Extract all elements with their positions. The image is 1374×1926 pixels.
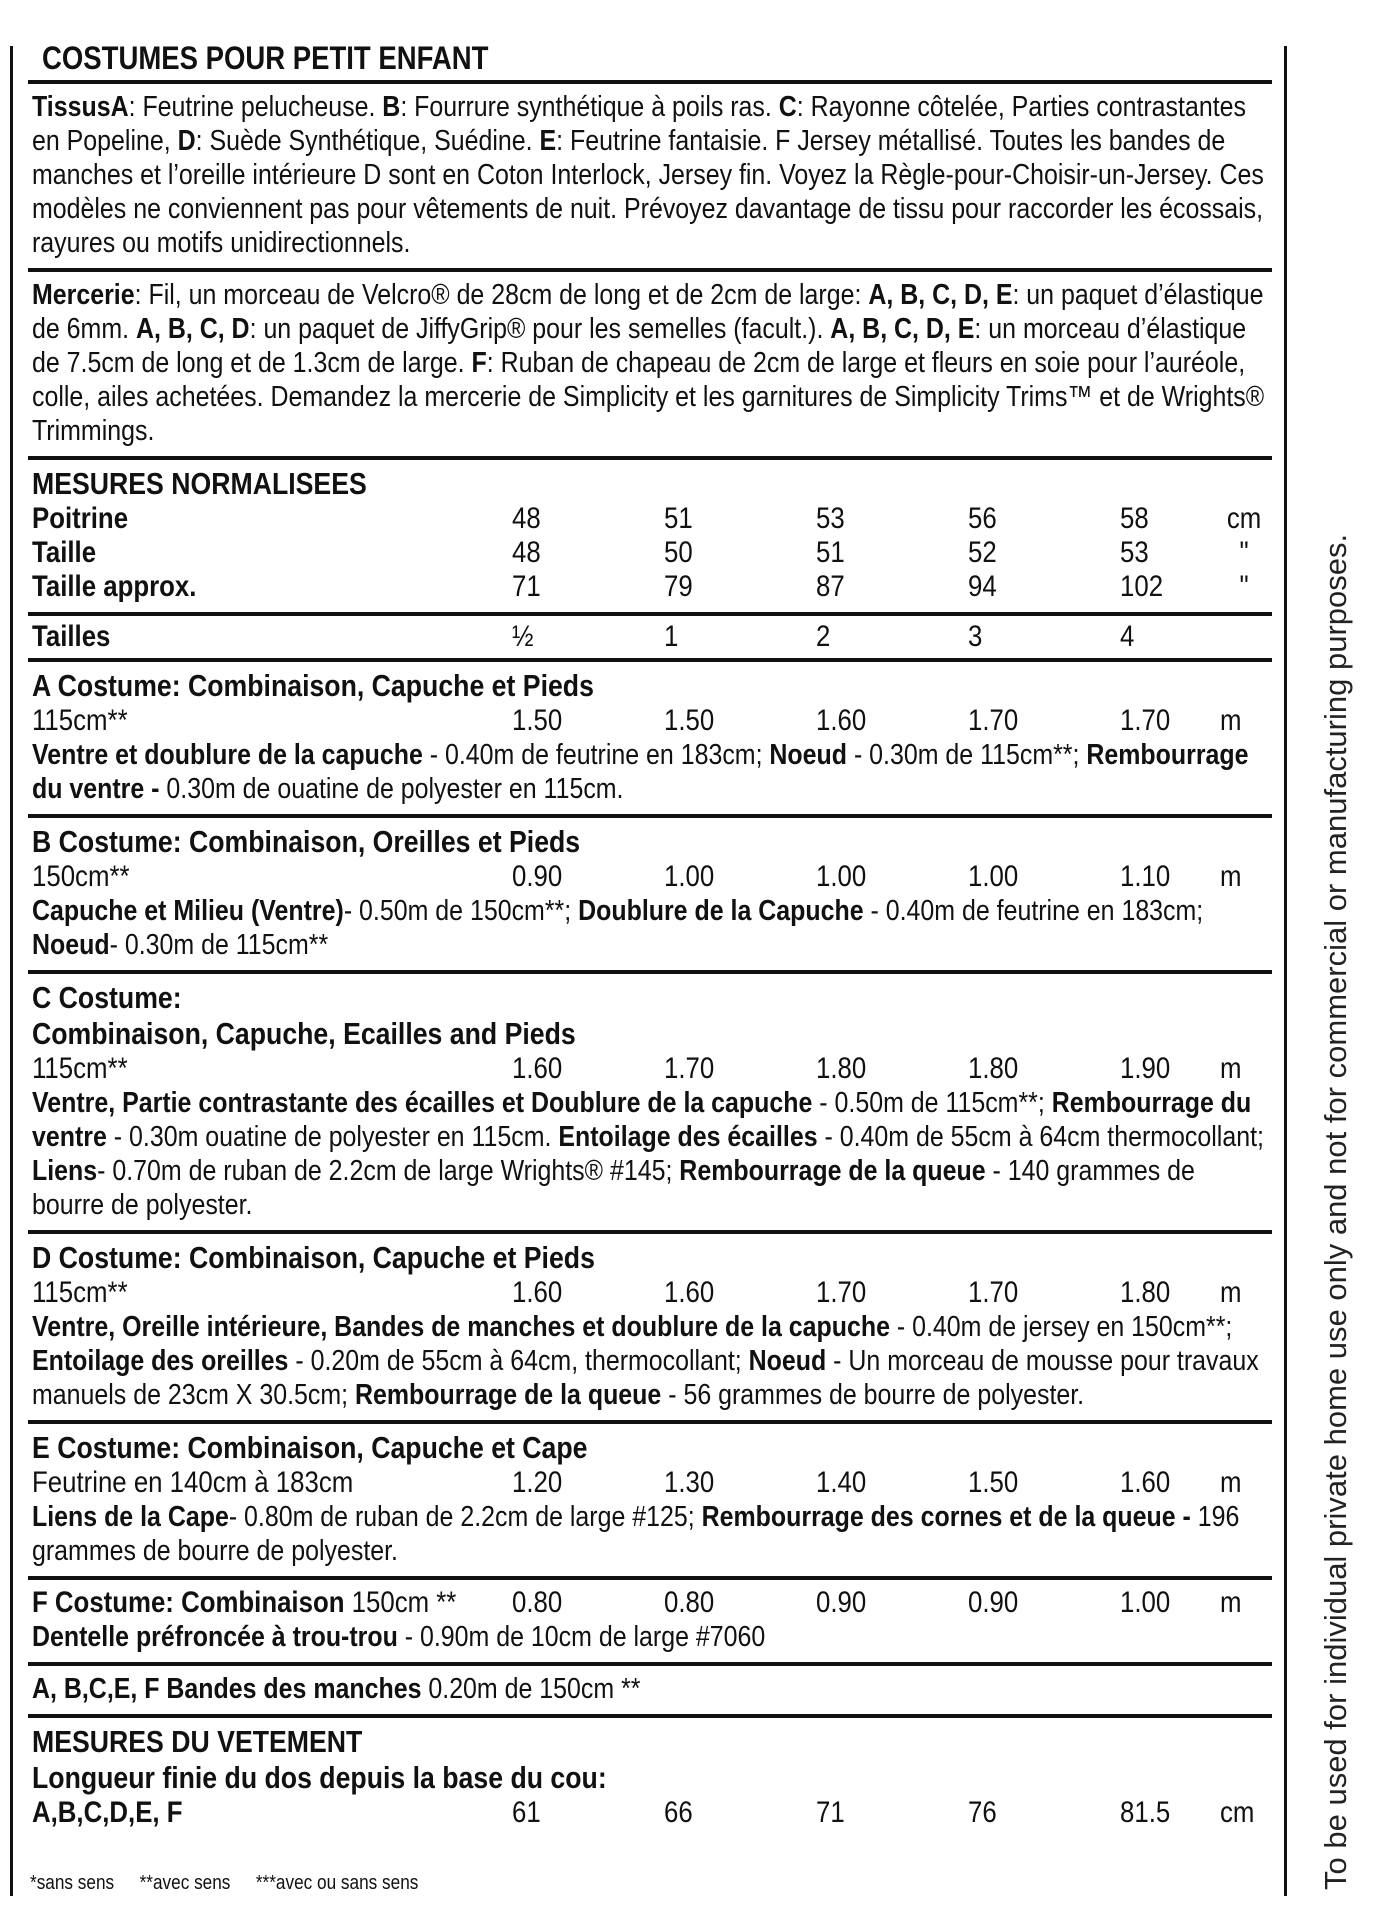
unit: "	[1239, 570, 1249, 603]
tailles-section	[28, 616, 1272, 662]
yardage-value: 1.80	[816, 1052, 867, 1085]
yardage-value: 1.00	[1120, 1586, 1171, 1619]
note-text: - 0.30m de 115cm**	[109, 929, 329, 961]
unit: m	[1220, 1276, 1242, 1309]
note-text: - 0.70m de ruban de 2.2cm de large Wrights® #145;	[97, 1155, 680, 1187]
measurement-value: 52	[968, 536, 997, 569]
length-value: 76	[968, 1796, 997, 1829]
yardage-value: 1.80	[968, 1052, 1019, 1085]
tissus-bold: A	[110, 91, 129, 123]
tissus-label: Tissus	[32, 91, 111, 123]
mesures-vetement-row	[32, 1796, 1268, 1830]
length-value: 66	[664, 1796, 693, 1829]
yardage-value: 1.60	[1120, 1466, 1171, 1499]
note-bold: Ventre, Partie contrastante des écailles et Doublure de la capuche	[32, 1087, 813, 1119]
fabric-width: 115cm**	[32, 704, 128, 737]
costume-notes	[32, 738, 1265, 806]
size-value: 1	[664, 620, 679, 653]
yardage-value: 1.00	[816, 860, 867, 893]
costume-heading: B Costume: Combinaison, Oreilles et Pieds	[32, 824, 581, 859]
size-value: 3	[968, 620, 983, 653]
costume-notes	[32, 1310, 1265, 1412]
fabric-width: 150cm**	[32, 860, 130, 893]
tissus-bold: C	[778, 91, 797, 123]
unit: "	[1239, 536, 1249, 569]
yardage-value: 1.10	[1120, 860, 1171, 893]
bandes-text: A, B,C,E, F Bandes des manches 0.20m de 150cm **	[32, 1673, 641, 1705]
unit: m	[1220, 1052, 1242, 1085]
measurement-label: Poitrine	[32, 502, 129, 535]
measurement-value: 53	[816, 502, 845, 535]
tailles-label: Tailles	[32, 620, 111, 653]
measurement-value: 58	[1120, 502, 1149, 535]
note-text: 196 grammes de bourre de polyester.	[32, 1501, 1240, 1567]
page-title: COSTUMES POUR PETIT ENFANT	[42, 40, 489, 76]
yardage-value: 0.80	[664, 1586, 715, 1619]
yardage-row	[32, 1052, 1268, 1086]
footnotes	[30, 1872, 439, 1895]
mesures-normalisees-section	[28, 460, 1272, 616]
note-bold: Entoilage des écailles	[558, 1121, 818, 1153]
measurement-value: 102	[1120, 570, 1164, 603]
tissus-text-run: : Feutrine fantaisie. F Jersey métallisé. Toutes les bandes de manches et l’oreille intérieure D sont en Coton Interlock, Jersey fin. Voyez la Règle-pour-Choisir-un-Jersey. Ces modèles ne conviennent pas pour vêtements de nuit. Prévoyez davantage de tissu pour raccorder les écossais, rayures ou motifs unidirectionnels.	[32, 125, 1264, 259]
size-value: 4	[1120, 620, 1135, 653]
measurement-value: 56	[968, 502, 997, 535]
note-bold: Rembourrage de la queue	[679, 1155, 986, 1187]
costume-section	[28, 818, 1272, 974]
mercerie-bold: A, B, C, D	[135, 313, 250, 345]
tissus-text	[32, 90, 1265, 260]
yardage-value: 1.00	[664, 860, 715, 893]
note-bold: Rembourrage du ventre -	[32, 739, 1249, 805]
note-bold: Liens	[32, 1155, 98, 1187]
yardage-value: 1.30	[664, 1466, 715, 1499]
mercerie-text-run: : un morceau d’élastique de 7.5cm de long et de 1.3cm de large.	[32, 313, 1247, 379]
mercerie-text-run: : Ruban de chapeau de 2cm de large et fleurs en soie pour l’auréole, colle, ailes achetées. Demandez la mercerie de Simplicity et les garnitures de Simplicity Trims™ et de Wrights® Trimmings.	[32, 347, 1265, 447]
footnote: *sans sens	[30, 1872, 115, 1894]
yardage-value: 1.70	[1120, 704, 1171, 737]
note-bold: Ventre et doublure de la capuche	[32, 739, 423, 771]
mercerie-text-run: : un paquet de JiffyGrip® pour les semelles (facult.).	[249, 313, 831, 345]
mesures-normalisees-heading: MESURES NORMALISEES	[32, 466, 367, 501]
fabric-width: Feutrine en 140cm à 183cm	[32, 1466, 354, 1499]
yardage-value: 1.50	[664, 704, 715, 737]
costume-section	[28, 1234, 1272, 1424]
tissus-text-run: : Feutrine pelucheuse.	[128, 91, 383, 123]
yardage-value: 0.80	[512, 1586, 563, 1619]
costume-heading: A Costume: Combinaison, Capuche et Pieds	[32, 668, 594, 703]
yardage-value: 0.90	[968, 1586, 1019, 1619]
measurement-value: 94	[968, 570, 997, 603]
unit: m	[1220, 1466, 1242, 1499]
yardage-value: 1.80	[1120, 1276, 1171, 1309]
note-text: - 0.40m de feutrine en 183cm;	[422, 739, 770, 771]
measurement-value: 51	[816, 536, 845, 569]
costume-f-section	[28, 1580, 1272, 1666]
unit: m	[1220, 860, 1242, 893]
costume-f-row	[32, 1586, 1268, 1620]
mercerie-label: Mercerie	[32, 279, 135, 311]
tissus-bold: E	[539, 125, 557, 157]
mesures-vetement-heading: MESURES DU VETEMENT	[32, 1724, 363, 1759]
length-value: 71	[816, 1796, 845, 1829]
footnote: ***avec ou sans sens	[255, 1872, 419, 1894]
note-text: - 0.30m ouatine de polyester en 115cm.	[106, 1121, 559, 1153]
costume-subheading: Combinaison, Capuche, Ecailles and Pieds	[32, 1016, 576, 1051]
tissus-section	[28, 80, 1272, 272]
mercerie-bold: A, B, C, D, E	[868, 279, 1013, 311]
yardage-value: 1.70	[816, 1276, 867, 1309]
costume-f-heading: F Costume: Combinaison	[32, 1586, 345, 1619]
measurement-label: Taille approx.	[32, 570, 197, 603]
size-value: ½	[512, 620, 534, 653]
measurement-value: 87	[816, 570, 845, 603]
costume-heading: C Costume:	[32, 980, 182, 1015]
measurement-value: 53	[1120, 536, 1149, 569]
tissus-text-run: : Rayonne côtelée, Parties contrastantes en Popeline,	[32, 91, 1246, 157]
yardage-value: 1.70	[968, 704, 1019, 737]
note-bold: Liens de la Cape	[32, 1501, 229, 1533]
mercerie-bold: F	[471, 347, 487, 379]
footnote: **avec sens	[139, 1872, 231, 1894]
mesures-vetement-section	[28, 1718, 1272, 1838]
mesures-vetement-label: A,B,C,D,E, F	[32, 1796, 183, 1829]
note-text: - 0.20m de 55cm à 64cm, thermocollant;	[288, 1345, 749, 1377]
measurement-label: Taille	[32, 536, 97, 569]
costume-f-note: Dentelle préfroncée à trou-trou - 0.90m de 10cm de large #7060	[32, 1621, 766, 1653]
note-text: 0.30m de ouatine de polyester en 115cm.	[159, 773, 624, 805]
measurement-row	[32, 536, 1268, 570]
costume-f-fabric: 150cm **	[351, 1586, 457, 1619]
mercerie-text-run: : un paquet d’élastique de 6mm.	[32, 279, 1264, 345]
mercerie-text-run: : Fil, un morceau de Velcro® de 28cm de long et de 2cm de large:	[134, 279, 869, 311]
right-border-rule	[1284, 46, 1287, 1896]
mercerie-bold: A, B, C, D, E	[830, 313, 975, 345]
costume-section	[28, 974, 1272, 1234]
costume-notes	[32, 1500, 1265, 1568]
unit: m	[1220, 1586, 1242, 1619]
note-bold: Rembourrage des cornes et de la queue -	[701, 1501, 1191, 1533]
note-bold: Doublure de la Capuche	[578, 895, 864, 927]
costume-section	[28, 1424, 1272, 1580]
yardage-value: 1.00	[968, 860, 1019, 893]
tissus-bold: D	[177, 125, 196, 157]
note-text: - 0.40m de jersey en 150cm**;	[889, 1311, 1233, 1343]
tissus-text-run: : Suède Synthétique, Suédine.	[195, 125, 540, 157]
note-bold: Noeud	[748, 1345, 827, 1377]
yardage-value: 1.70	[968, 1276, 1019, 1309]
note-text: - Un morceau de mousse pour travaux manuels de 23cm X 30.5cm;	[32, 1345, 1259, 1411]
mercerie-text	[32, 278, 1265, 448]
note-text: - 0.30m de 115cm**;	[847, 739, 1087, 771]
measurement-value: 71	[512, 570, 541, 603]
usage-disclaimer: To be used for individual private home use only and not for commercial or manufacturing purposes.	[1318, 533, 1353, 1890]
costume-section	[28, 662, 1272, 818]
unit: m	[1220, 704, 1242, 737]
fabric-width: 115cm**	[32, 1052, 128, 1085]
left-border-rule	[10, 46, 13, 1896]
measurement-value: 79	[664, 570, 693, 603]
yardage-value: 1.50	[968, 1466, 1019, 1499]
measurement-value: 48	[512, 502, 541, 535]
yardage-row	[32, 1276, 1268, 1310]
mesures-vetement-subheading: Longueur finie du dos depuis la base du cou:	[32, 1760, 607, 1795]
tailles-row	[32, 620, 1268, 654]
note-text: - 0.50m de 115cm**;	[812, 1087, 1052, 1119]
yardage-value: 0.90	[816, 1586, 867, 1619]
yardage-value: 1.60	[664, 1276, 715, 1309]
yardage-chart	[28, 38, 1272, 1838]
costume-notes	[32, 894, 1265, 962]
yardage-row	[32, 860, 1268, 894]
yardage-value: 1.60	[512, 1052, 563, 1085]
measurement-value: 51	[664, 502, 693, 535]
note-bold: Ventre, Oreille intérieure, Bandes de manches et doublure de la capuche	[32, 1311, 890, 1343]
note-text: - 0.50m de 150cm**;	[343, 895, 579, 927]
note-bold: Noeud	[32, 929, 110, 961]
size-value: 2	[816, 620, 831, 653]
tissus-bold: B	[382, 91, 401, 123]
yardage-value: 0.90	[512, 860, 563, 893]
yardage-value: 1.90	[1120, 1052, 1171, 1085]
costume-heading: D Costume: Combinaison, Capuche et Pieds	[32, 1240, 595, 1275]
note-bold: Entoilage des oreilles	[32, 1345, 289, 1377]
note-text: - 0.80m de ruban de 2.2cm de large #125;	[228, 1501, 702, 1533]
note-text: - 56 grammes de bourre de polyester.	[661, 1379, 1085, 1411]
fabric-width: 115cm**	[32, 1276, 128, 1309]
note-bold: Rembourrage de la queue	[354, 1379, 662, 1411]
measurement-row	[32, 570, 1268, 604]
yardage-value: 1.20	[512, 1466, 563, 1499]
note-bold: Rembourrage du ventre	[32, 1087, 1252, 1153]
costume-heading: E Costume: Combinaison, Capuche et Cape	[32, 1430, 588, 1465]
length-value: 61	[512, 1796, 541, 1829]
yardage-value: 1.60	[816, 704, 867, 737]
note-bold: Noeud	[769, 739, 848, 771]
yardage-value: 1.60	[512, 1276, 563, 1309]
measurement-value: 48	[512, 536, 541, 569]
mercerie-section	[28, 272, 1272, 460]
measurement-row	[32, 502, 1268, 536]
note-bold: Capuche et Milieu (Ventre)	[32, 895, 344, 927]
yardage-value: 1.40	[816, 1466, 867, 1499]
unit: cm	[1220, 1796, 1255, 1829]
yardage-row	[32, 704, 1268, 738]
tissus-text-run: : Fourrure synthétique à poils ras.	[400, 91, 779, 123]
measurement-value: 50	[664, 536, 693, 569]
length-value: 81.5	[1120, 1796, 1171, 1829]
yardage-value: 1.50	[512, 704, 563, 737]
note-text: - 140 grammes de bourre de polyester.	[32, 1155, 1195, 1221]
costume-notes	[32, 1086, 1265, 1222]
yardage-value: 1.70	[664, 1052, 715, 1085]
note-text: - 0.40m de 55cm à 64cm thermocollant;	[817, 1121, 1264, 1153]
unit: cm	[1226, 502, 1262, 535]
note-text: - 0.40m de feutrine en 183cm;	[863, 895, 1204, 927]
yardage-row	[32, 1466, 1268, 1500]
bandes-section	[28, 1666, 1272, 1718]
